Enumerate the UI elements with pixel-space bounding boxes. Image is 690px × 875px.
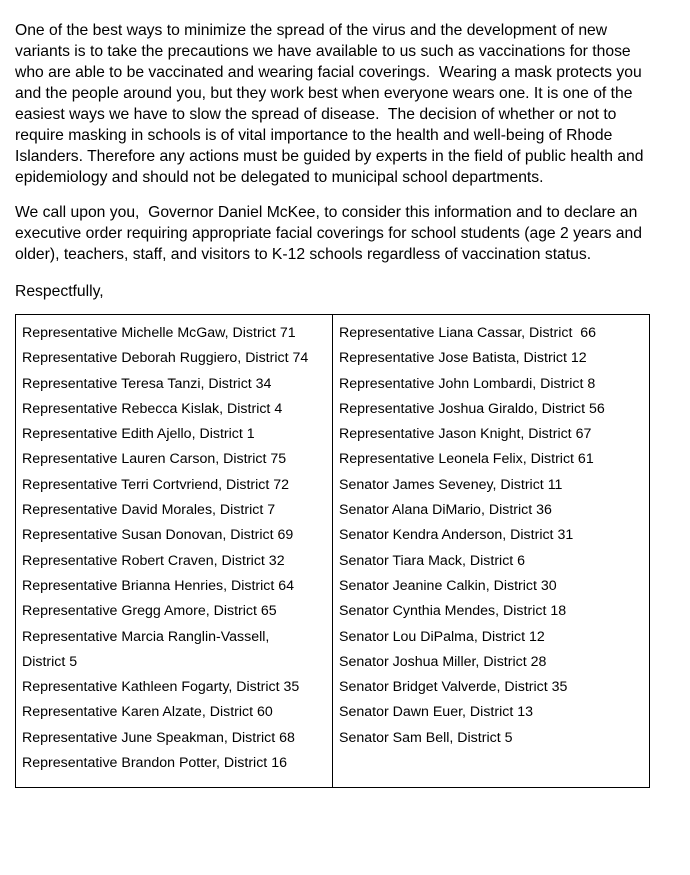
signatory: Representative Marcia Ranglin-Vassell, District 5 [22,628,270,670]
signatory: Representative Leonela Felix, District 61 [339,451,594,468]
signatory: Representative June Speakman, District 68 [22,729,295,746]
signatory: Senator Tiara Mack, District 6 [339,552,526,569]
signatory: Senator Joshua Miller, District 28 [339,653,547,670]
signatory: Representative Brianna Henries, District 64 [22,577,295,594]
signatory: Representative Liana Cassar, District 66 [339,325,597,341]
signatory: Senator Lou DiPalma, District 12 [339,628,545,645]
signatory: Representative Robert Craven, District 32 [22,552,285,569]
signatory: Senator Sam Bell, District 5 [339,729,513,746]
closing-salutation: Respectfully, [15,283,104,300]
paragraph-precautions: One of the best ways to minimize the spread of the virus and the development of new variants is to take the precautions we have available to us such as vaccinations for those who are able to be vaccinated and wearing facial coverings. Wearing a mask protects you and the people around you, but they work best when everyone wears one. It is one of the easiest ways we have to slow the spread of disease. The decision of whether or not to require masking in schools is of vital importance to the health and well-being of Rhode Islanders. Therefore any actions must be guided by experts in the field of public health and epidemiology and should not be delegated to municipal school departments. [15,22,648,186]
signatory: Representative Joshua Giraldo, District 56 [339,400,605,417]
signatory: Representative Jose Batista, District 12 [339,350,587,367]
signatory: Representative Brandon Potter, District 16 [22,755,287,772]
paragraph-request: We call upon you, Governor Daniel McKee, to consider this information and to declare an executive order requiring appropriate facial coverings for school students (age 2 years and older), teachers, staff, and visitors to K-12 schools regardless of vaccination status. [15,204,647,263]
signatory: Representative Edith Ajello, District 1 [22,426,255,443]
signatory: Senator Bridget Valverde, District 35 [339,679,568,696]
signatory: Representative Terri Cortvriend, District 72 [22,476,290,493]
signatory: Representative Teresa Tanzi, District 34 [22,375,272,392]
signatory: Representative Deborah Ruggiero, District 74 [22,350,309,367]
signatory: Representative David Morales, District 7 [22,502,276,519]
signatory: Senator Kendra Anderson, District 31 [339,527,574,544]
signatory: Representative Kathleen Fogarty, District 35 [22,679,300,696]
signatory: Representative Jason Knight, District 67 [339,426,592,443]
signatory: Representative Lauren Carson, District 75 [22,451,287,468]
signatories-right-column [333,315,650,788]
signatory: Representative Susan Donovan, District 69 [22,527,294,544]
signatory: Representative Rebecca Kislak, District 4 [22,400,283,417]
signatory: Senator James Seveney, District 11 [339,476,563,493]
signatory: Representative Karen Alzate, District 60 [22,704,273,721]
signatories-table [15,314,650,788]
signatory: Senator Cynthia Mendes, District 18 [339,603,567,620]
signatory: Senator Jeanine Calkin, District 30 [339,577,557,594]
signatory: Representative Gregg Amore, District 65 [22,603,277,620]
signatories-left-column [16,315,333,788]
signatory: Representative Michelle McGaw, District 71 [22,325,296,341]
signatory: Senator Dawn Euer, District 13 [339,704,533,721]
signatory: Senator Alana DiMario, District 36 [339,502,552,519]
signatory: Representative John Lombardi, District 8 [339,375,596,392]
letter-body [15,20,648,788]
